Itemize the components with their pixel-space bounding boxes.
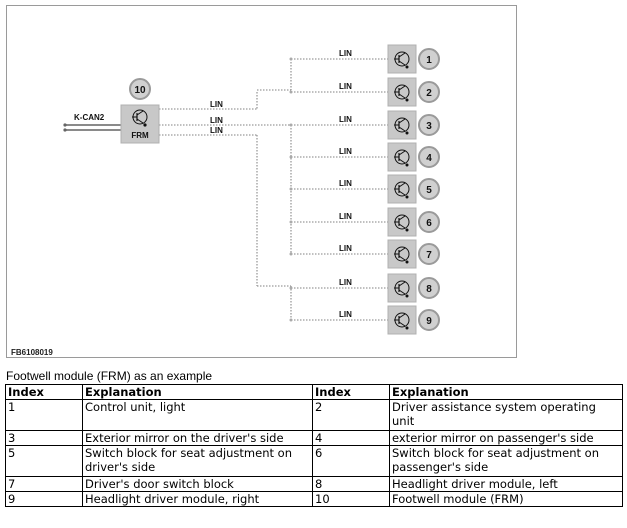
table-row bbox=[6, 477, 623, 492]
wiring-diagram bbox=[6, 5, 517, 358]
header-explanation: Explanation bbox=[83, 385, 313, 400]
frm-label: FRM bbox=[131, 131, 149, 140]
explanation-cell: Driver assistance system operating unit bbox=[390, 400, 623, 431]
k-can2-bus bbox=[63, 113, 121, 132]
index-cell: 5 bbox=[6, 446, 83, 477]
module-4 bbox=[388, 143, 439, 171]
module-number: 8 bbox=[426, 284, 432, 295]
modules bbox=[388, 45, 439, 334]
index-cell: 2 bbox=[313, 400, 390, 431]
index-cell: 8 bbox=[313, 477, 390, 492]
module-number: 3 bbox=[426, 121, 432, 132]
module-number: 2 bbox=[426, 88, 432, 99]
module-7 bbox=[388, 240, 439, 268]
module-number: 1 bbox=[426, 55, 432, 66]
index-cell: 1 bbox=[6, 400, 83, 431]
table-row bbox=[6, 431, 623, 446]
explanation-cell: Headlight driver module, right bbox=[83, 492, 313, 507]
lin-label: LIN bbox=[339, 147, 352, 156]
table-row bbox=[6, 446, 623, 477]
index-cell: 7 bbox=[6, 477, 83, 492]
index-cell: 10 bbox=[313, 492, 390, 507]
explanation-cell: Headlight driver module, left bbox=[390, 477, 623, 492]
lin-label: LIN bbox=[339, 82, 352, 91]
index-cell: 4 bbox=[313, 431, 390, 446]
explanation-cell: Control unit, light bbox=[83, 400, 313, 431]
module-8 bbox=[388, 274, 439, 302]
lin-label: LIN bbox=[339, 115, 352, 124]
module-number: 5 bbox=[426, 185, 432, 196]
lin-label: LIN bbox=[339, 244, 352, 253]
index-cell: 9 bbox=[6, 492, 83, 507]
module-number: 4 bbox=[426, 153, 432, 164]
controller-number: 10 bbox=[134, 85, 146, 96]
explanation-cell: exterior mirror on passenger's side bbox=[390, 431, 623, 446]
legend-header-row bbox=[6, 385, 623, 400]
lin-label: LIN bbox=[210, 116, 223, 125]
module-9 bbox=[388, 306, 439, 334]
index-cell: 6 bbox=[313, 446, 390, 477]
module-2 bbox=[388, 78, 439, 106]
legend-table bbox=[5, 384, 623, 507]
explanation-cell: Switch block for seat adjustment on driver's side bbox=[83, 446, 313, 477]
table-row bbox=[6, 400, 623, 431]
k-can2-label: K-CAN2 bbox=[74, 113, 105, 122]
lin-bus-lines bbox=[159, 58, 388, 322]
explanation-cell: Exterior mirror on the driver's side bbox=[83, 431, 313, 446]
module-6 bbox=[388, 208, 439, 236]
lin-label: LIN bbox=[339, 212, 352, 221]
index-cell: 3 bbox=[6, 431, 83, 446]
explanation-cell: Switch block for seat adjustment on passenger's side bbox=[390, 446, 623, 477]
lin-label: LIN bbox=[339, 278, 352, 287]
header-explanation: Explanation bbox=[390, 385, 623, 400]
header-index: Index bbox=[6, 385, 83, 400]
module-number: 7 bbox=[426, 250, 432, 261]
lin-label: LIN bbox=[210, 100, 223, 109]
module-number: 6 bbox=[426, 218, 432, 229]
module-number: 9 bbox=[426, 316, 432, 327]
module-1 bbox=[388, 45, 439, 73]
frm-controller bbox=[121, 79, 159, 143]
module-3 bbox=[388, 111, 439, 139]
explanation-cell: Driver's door switch block bbox=[83, 477, 313, 492]
diagram-canvas bbox=[7, 6, 518, 359]
figure-id: FB6108019 bbox=[11, 348, 53, 357]
explanation-cell: Footwell module (FRM) bbox=[390, 492, 623, 507]
lin-label: LIN bbox=[339, 310, 352, 319]
module-5 bbox=[388, 175, 439, 203]
header-index: Index bbox=[313, 385, 390, 400]
lin-label: LIN bbox=[339, 49, 352, 58]
lin-label: LIN bbox=[210, 126, 223, 135]
lin-label: LIN bbox=[339, 179, 352, 188]
table-row bbox=[6, 492, 623, 507]
figure-caption: Footwell module (FRM) as an example bbox=[6, 369, 213, 383]
